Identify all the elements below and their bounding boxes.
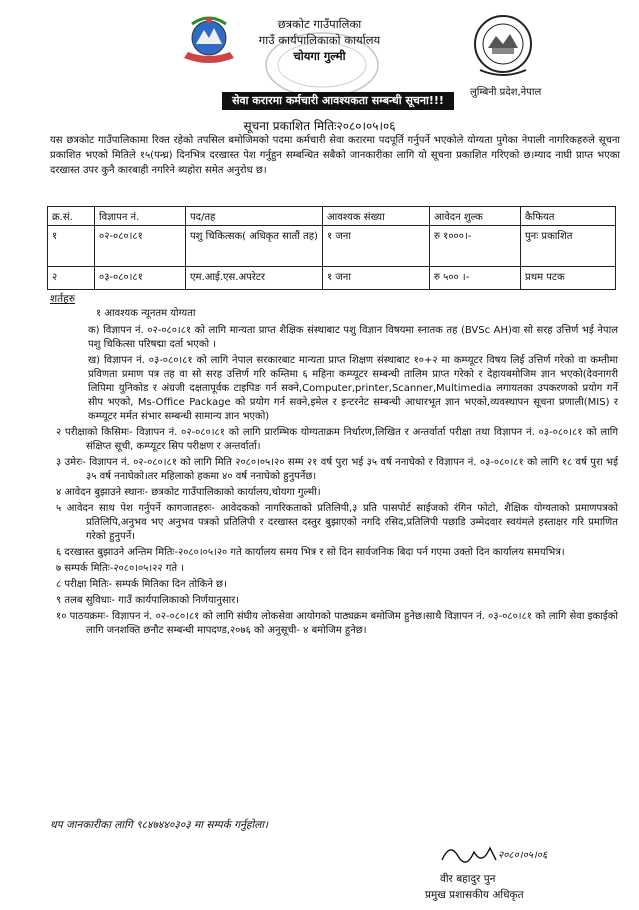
table-cell: २: [48, 267, 95, 290]
province-caption: लुम्बिनी प्रदेश,नेपाल: [470, 87, 542, 98]
org-office: गाउँ कार्यपालिकाको कार्यालय: [258, 33, 381, 47]
table-cell: १ जना: [323, 226, 430, 267]
table-cell: १: [48, 226, 95, 267]
intro-paragraph: यस छत्रकोट गाउँपालिकामा रिक्त रहेको तपसिल बमोजिमको पदमा कर्मचारी सेवा करारमा पदपूर्ति गर्नुपर्ने भएकोले योग्यता पुगेका नेपाली नागरिकहरुले सूचना प्रकाशित भएको मितिले १५(पन्ध्र) दिनभित्र दरखास्त पेश गर्नुहुन सम्बन्धित सबैको जानकारीका लागि यो सूचना प्रकाशित गरिएको छ।म्याद नाघी प्राप्त भएका दरखास्त उपर कुनै कारबाही नगरिने ब्यहोरा समेत अनुरोध छ।: [50, 135, 620, 176]
table-cell: रु ५०० ।-: [430, 267, 521, 290]
col-header: कैफियत: [521, 207, 616, 226]
term-item: १ आवश्यक न्यूनतम योग्यता: [96, 308, 196, 319]
term-item: ५ आवेदन साथ पेश गर्नुपर्ने कागजातहरुः- आवेदकको नागरिकताको प्रतिलिपी,३ प्रति पासपोर्ट साईजको रंगिन फोटो, शैक्षिक योग्यताको प्रमाणपत्रको प्रतिलिपि,अनुभव भए अनुभव पत्रको प्रतिलिपी र दरखास्त दस्तुर बुझाएको नगदि रसिद,प्रतिलिपी पछाडि उम्मेदवार स्वयंमले हस्ताक्षर गरि प्रमाणित गरेको हुनुपर्ने।: [56, 503, 618, 542]
term-item: ८ परीक्षा मितिः- सम्पर्क मितिका दिन तोकिने छ।: [56, 579, 227, 590]
signer-title: प्रमुख प्रशासकीय अधिकृत: [425, 889, 524, 901]
term-item: ६ दरखास्त बुझाउने अन्तिम मितिः-२०८०।०५।२० गते कार्यालय समय भित्र र सो दिन सार्वजनिक बिदा पर्न गएमा उक्तो दिन कार्यालय समयभित्र।: [56, 547, 565, 558]
municipality-logo-icon: [472, 14, 534, 78]
table-row: [48, 226, 616, 267]
term-item: ९ तलब सुविधाः- गाउँ कार्यपालिकाको निर्णयानुसार।: [56, 595, 240, 606]
vacancy-table: [47, 206, 616, 290]
signer-name: वीर बहादुर पुन: [440, 873, 496, 885]
table-cell: पुनः प्रकाशित: [521, 226, 616, 267]
term-item: ४ आवेदन बुझाउने स्थानः- छत्रकोट गाउँपालिकाको कार्यालय,चोयगा गुल्मी।: [56, 487, 321, 498]
terms-list: [50, 307, 618, 638]
org-name: छत्रकोट गाउँपालिका: [277, 17, 362, 31]
term-item: ३ उमेरः- विज्ञापन नं. ०२-०८०।८१ को लागि मिति २०८०।०५।२० सम्म २१ वर्ष पुरा भई ३५ वर्ष ननाघेको र विज्ञापन नं. ०३-०८०।८१ को लागि १८ वर्ष पुरा भई ३५ वर्ष ननाघेको।तर महिलाको हकमा ४० वर्ष ननाघेको हुनुपर्नेछ।: [56, 457, 618, 482]
table-cell: पशु चिकित्सक( अधिकृत सातौं तह): [186, 226, 323, 267]
signature-date: २०८०।०५।०६: [498, 850, 548, 861]
term-item: ७ सम्पर्क मितिः-२०८०।०५।२२ गते ।: [56, 563, 185, 574]
term-subitem: ख) विज्ञापन नं. ०३-०८०।८१ को लागि नेपाल सरकारबाट मान्यता प्राप्त शिक्षण संस्थाबाट १०+२ मा कम्प्यूटर विषय लिई उत्तिर्ण गरेको वा कम्तीमा प्रविणता प्रमाण पत्र तह वा सो सरह उत्तिर्ण गरि कम्तिमा ६ महिना कम्प्यूटर सम्बन्धी तालिम प्राप्त गरेको र देहायबमोजिम ज्ञान भएको(देवनागरी लिपिमा युनिकोड र अंग्रजी दक्षतापूर्वक टाइपिङ गर्न सक्ने,Computer,printer,Scanner,Multimedia लगायतका उपकरणको प्रयोग गर्ने सीप भएको, Ms-Office Package को प्रयोग गर्न सक्ने,इमेल र इन्टरनेट सम्बन्धी आधारभूत ज्ञान भएको,व्यवस्थापन सूचना प्रणाली(MIS) र कम्प्यूटर मर्मत संभार सम्बन्धी सामान्य ज्ञान भएको): [88, 355, 618, 422]
table-cell: १ जना: [323, 267, 430, 290]
table-header-row: [48, 207, 616, 226]
table-row: [48, 267, 616, 290]
terms-heading: शर्तहरु: [50, 293, 75, 305]
table-cell: रु १०००।-: [430, 226, 521, 267]
col-header: आवेदन शुल्क: [430, 207, 521, 226]
term-item: १० पाठयक्रमः- विज्ञापन नं. ०२-०८०।८१ को लागि संघीय लोकसेवा आयोगको पाठ्यक्रम बमोजिम हुनेछ।साथै विज्ञापन नं. ०३-०८०।८१ को लागि सेवा इकाईको लागि जनशक्ति छनौट सम्बन्धी मापदण्ड,२०७६ को अनुसूची- ४ बमोजिम हुनेछ।: [56, 611, 619, 636]
contact-note: थप जानकारीका लागि ९८४७४४०३०३ मा सम्पर्क गर्नुहोला।: [50, 819, 269, 831]
table-cell: ०३-०८०।८१: [95, 267, 186, 290]
col-header: विज्ञापन नं.: [95, 207, 186, 226]
term-subitem: क) विज्ञापन नं. ०२-०८०।८१ को लागि मान्यता प्राप्त शैक्षिक संस्थाबाट पशु विज्ञान विषयमा स्नातक तह (BVSc AH)वा सो सरह उत्तिर्ण भई नेपाल पशु चिकित्सा परिषद्मा दर्ता भएको ।: [88, 325, 618, 350]
table-cell: ०२-०८०।८१: [95, 226, 186, 267]
notice-title: सेवा करारमा कर्मचारी आवश्यकता सम्बन्धी सूचना!!!: [222, 92, 454, 110]
table-cell: एम.आई.एस.अपरेटर: [186, 267, 323, 290]
term-item: २ परीक्षाको किसिमः- विज्ञापन नं. ०२-०८०।८१ को लागि प्रारम्भिक योग्यताक्रम निर्धारण,लिखित र अन्तर्वार्ता परीक्षा तथा विज्ञापन नं. ०३-०८०।८१ को लागि संक्षिप्त सूची, कम्प्यूटर सिप परीक्षण र अन्तर्वार्ता।: [56, 427, 618, 452]
published-date: सूचना प्रकाशित मितिः२०८०।०५।०६: [243, 119, 396, 133]
col-header: आवश्यक संख्या: [323, 207, 430, 226]
org-location: चोयगा गुल्मी: [293, 49, 346, 63]
col-header: पद/तह: [186, 207, 323, 226]
col-header: क्र.सं.: [48, 207, 95, 226]
table-cell: प्रथम पटक: [521, 267, 616, 290]
signature: [438, 838, 548, 870]
